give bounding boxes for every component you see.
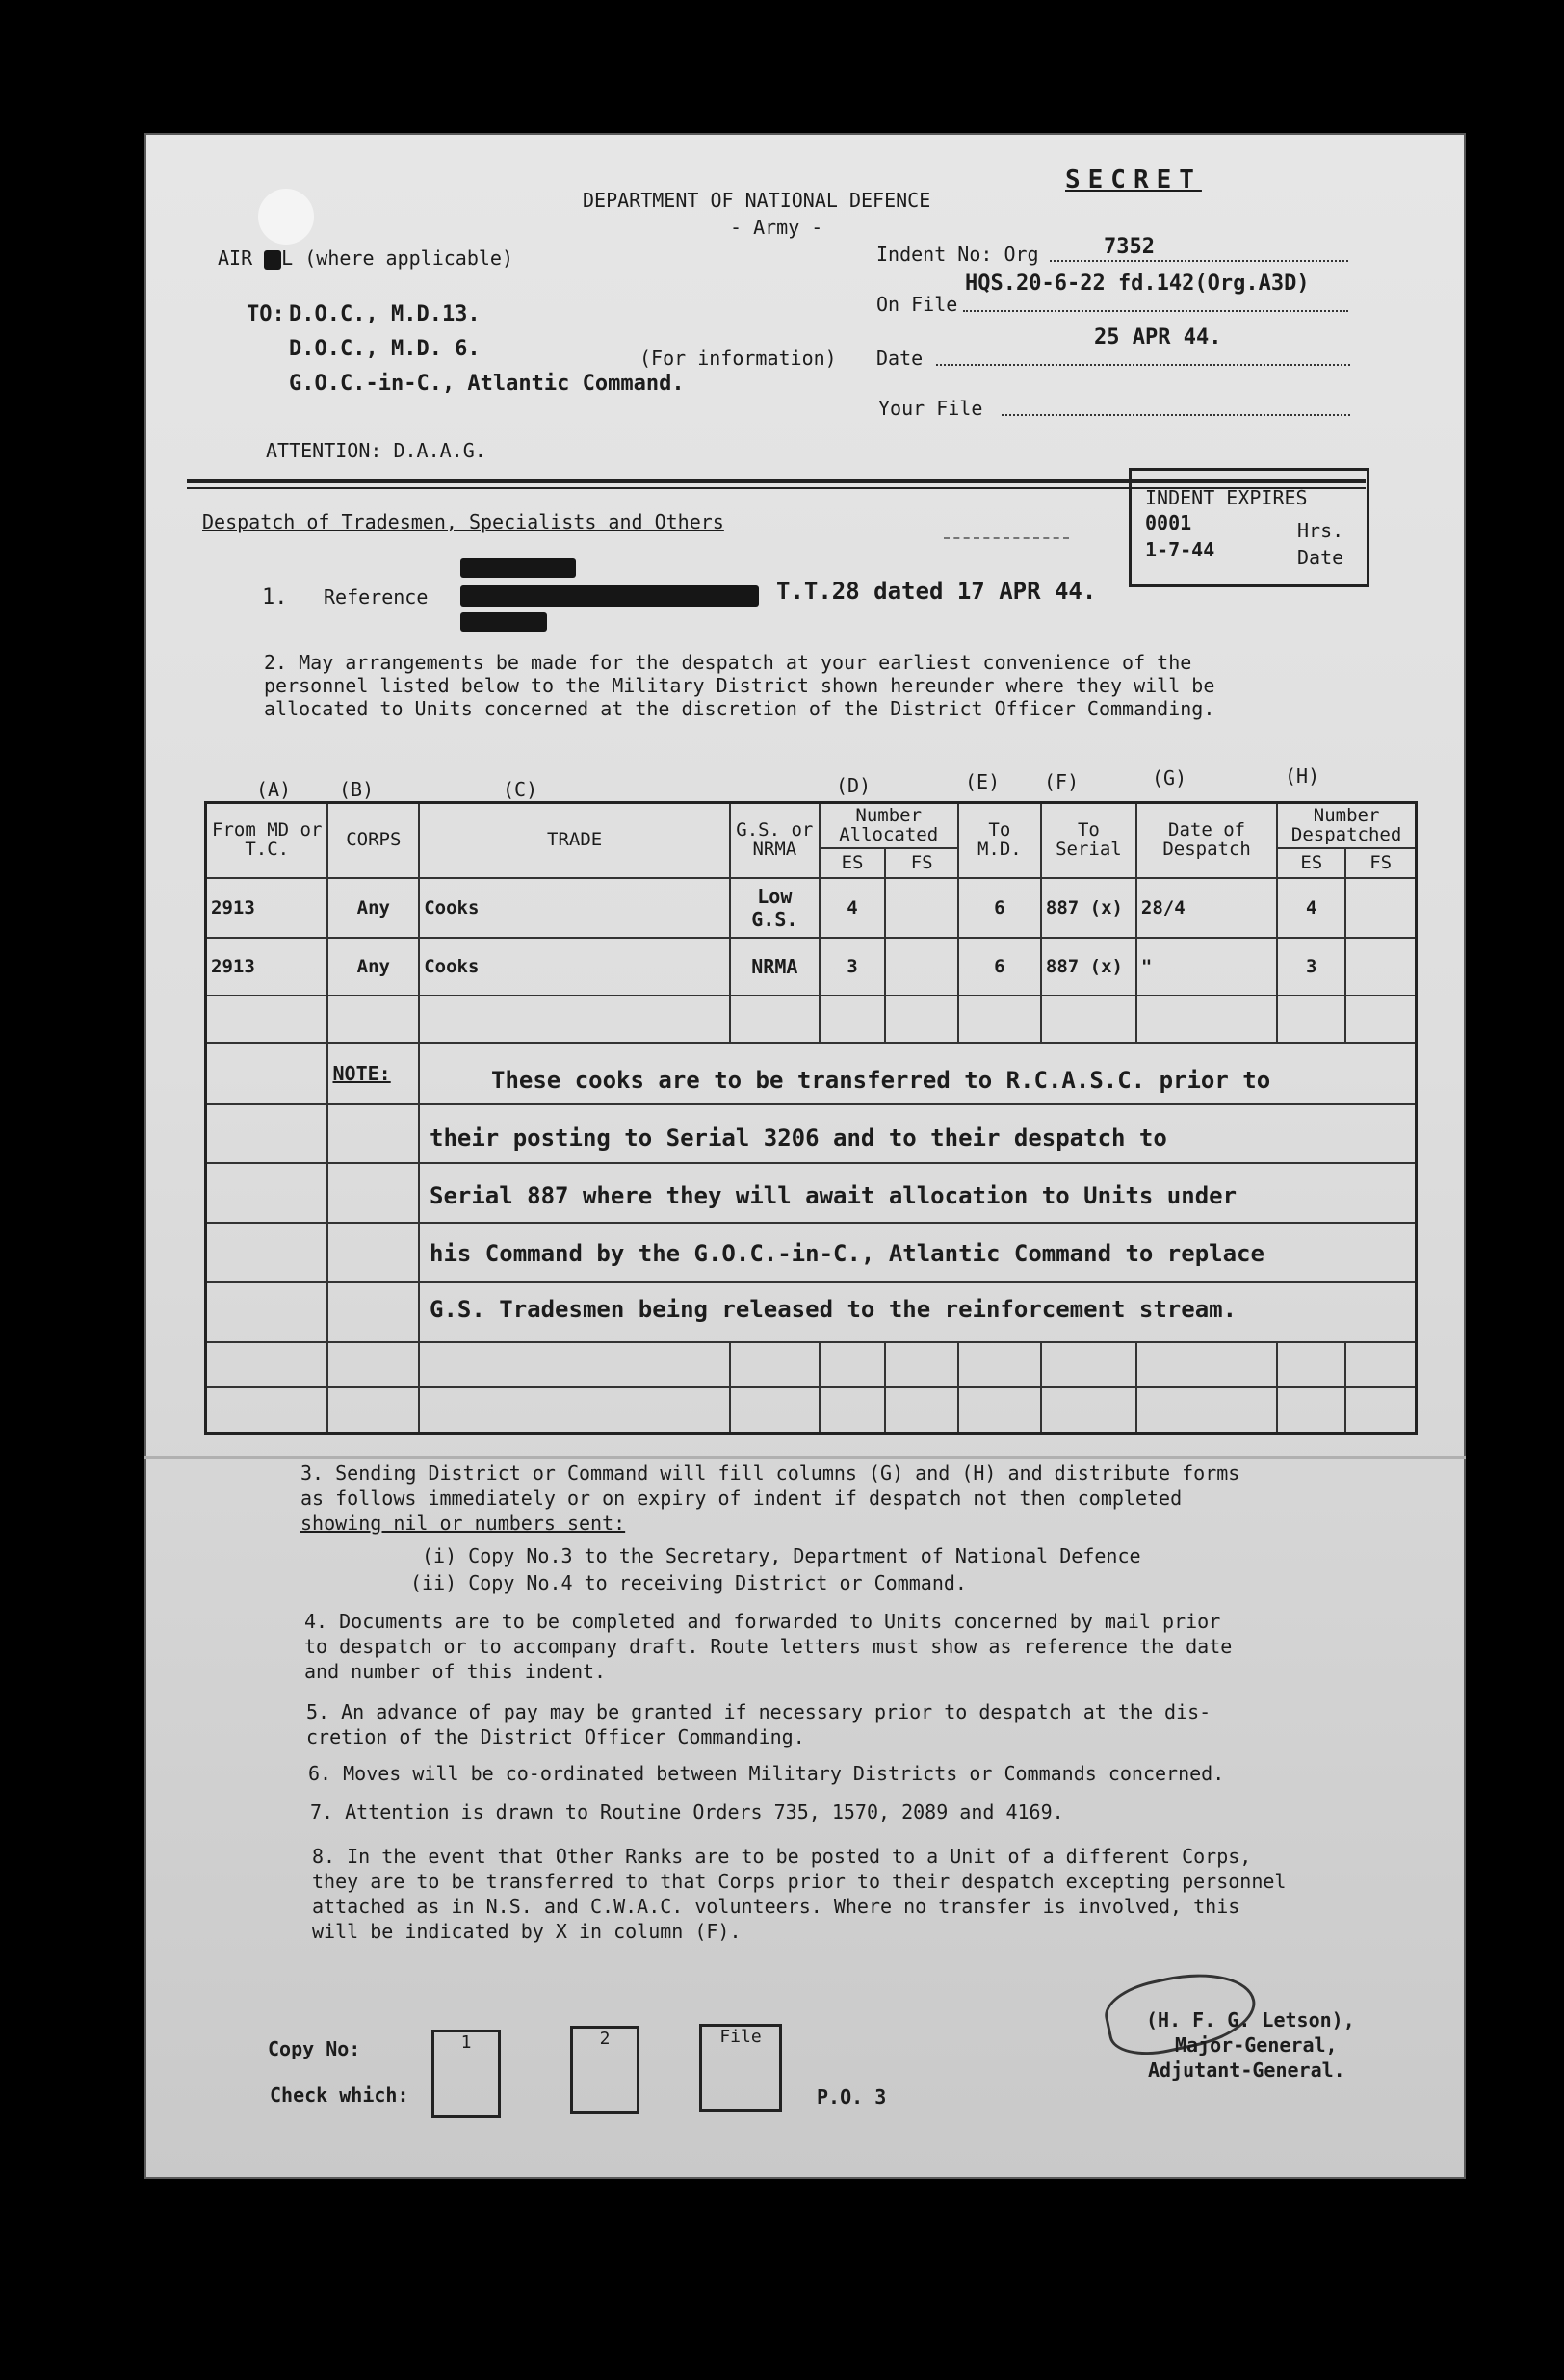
expires-date-label: Date xyxy=(1297,546,1344,569)
redaction xyxy=(460,558,576,578)
header-gs: G.S. or NRMA xyxy=(730,803,820,879)
indent-no-value: 7352 xyxy=(1104,235,1155,259)
cell-corps: Any xyxy=(327,938,419,996)
dotted-line xyxy=(1002,414,1350,416)
header-to-md: To M.D. xyxy=(958,803,1041,879)
cell-despatched-es: 3 xyxy=(1277,938,1345,996)
department-title: DEPARTMENT OF NATIONAL DEFENCE xyxy=(583,189,931,212)
para-3-line-1: 3. Sending District or Command will fill columns (G) and (H) and distribute forms xyxy=(300,1462,1240,1485)
para-8-line-3: attached as in N.S. and C.W.A.C. volunteers. Where no transfer is involved, this xyxy=(312,1895,1240,1918)
to-label: TO: xyxy=(247,302,285,326)
army-subtitle: - Army - xyxy=(730,216,823,239)
para-3-item-i: (i) Copy No.3 to the Secretary, Department of National Defence xyxy=(422,1544,1141,1567)
copy-box-1-number: 1 xyxy=(460,2032,472,2053)
cell-gs: NRMA xyxy=(730,938,820,996)
column-letter: (D) xyxy=(836,774,872,797)
copy-box-2-number: 2 xyxy=(599,2029,611,2049)
cell-trade: Cooks xyxy=(419,938,730,996)
cell-despatched-fs xyxy=(1345,878,1416,938)
dotted-line xyxy=(1050,260,1348,262)
cell-despatched-fs xyxy=(1345,938,1416,996)
cell-fs xyxy=(885,938,957,996)
header-fs: FS xyxy=(1345,848,1416,878)
table-row xyxy=(206,938,1417,996)
header-corps: CORPS xyxy=(327,803,419,879)
cell-from: 2913 xyxy=(206,878,328,938)
column-letter: (H) xyxy=(1285,764,1320,788)
note-line-5: G.S. Tradesmen being released to the reinforcement stream. xyxy=(430,1296,1238,1323)
check-which-label: Check which: xyxy=(270,2083,409,2107)
column-letter: (C) xyxy=(503,778,538,801)
cell-es: 4 xyxy=(820,878,886,938)
cell-to-serial: 887 (x) xyxy=(1041,938,1136,996)
po-number: P.O. 3 xyxy=(817,2085,887,2108)
cell-date: " xyxy=(1136,938,1277,996)
para-2-line-1: 2. May arrangements be made for the despatch at your earliest convenience of the xyxy=(264,651,1192,674)
header-despatched: Number Despatched xyxy=(1277,803,1416,849)
para-4-line-3: and number of this indent. xyxy=(304,1660,607,1683)
column-letter: (E) xyxy=(965,770,1001,793)
air-mail-label: AIR L (where applicable) xyxy=(218,246,513,270)
column-letter: (F) xyxy=(1044,770,1080,793)
to-line-2: D.O.C., M.D. 6. xyxy=(289,337,481,361)
note-line-4: his Command by the G.O.C.-in-C., Atlantic Command to replace xyxy=(430,1240,1264,1267)
cell-date: 28/4 xyxy=(1136,878,1277,938)
indent-no-label: Indent No: Org xyxy=(876,243,1039,266)
note-line-3: Serial 887 where they will await allocation to Units under xyxy=(430,1182,1238,1209)
subject-line: Despatch of Tradesmen, Specialists and Others xyxy=(202,510,724,533)
to-line-1: D.O.C., M.D.13. xyxy=(289,302,481,326)
cell-corps: Any xyxy=(327,878,419,938)
attention-line: ATTENTION: D.A.A.G. xyxy=(266,439,486,462)
cell-to-serial: 887 (x) xyxy=(1041,878,1136,938)
signatory-rank: Major-General, xyxy=(1175,2033,1338,2057)
secret-stamp: SECRET xyxy=(1065,166,1202,194)
para-3-line-3: showing nil or numbers sent: xyxy=(300,1512,626,1535)
para-2-line-3: allocated to Units concerned at the discretion of the District Officer Commanding. xyxy=(264,697,1215,720)
header-date-despatch: Date of Despatch xyxy=(1136,803,1277,879)
cell-despatched-es: 4 xyxy=(1277,878,1345,938)
to-line-3: G.O.C.-in-C., Atlantic Command. xyxy=(289,372,685,396)
note-line-1: These cooks are to be transferred to R.C.A.S.C. prior to xyxy=(491,1067,1271,1094)
copy-box-1 xyxy=(431,2030,501,2118)
header-to-serial: To Serial xyxy=(1041,803,1136,879)
column-letter: (G) xyxy=(1152,766,1187,789)
para-4-line-1: 4. Documents are to be completed and forwarded to Units concerned by mail prior xyxy=(304,1610,1221,1633)
cell-gs: Low G.S. xyxy=(730,878,820,938)
dotted-line xyxy=(936,364,1350,366)
header-es: ES xyxy=(820,848,886,878)
copy-box-2 xyxy=(570,2026,639,2114)
date-value: 25 APR 44. xyxy=(1094,325,1222,349)
para-2-line-2: personnel listed below to the Military District shown hereunder where they will be xyxy=(264,674,1215,697)
para-5-line-2: cretion of the District Officer Commanding. xyxy=(306,1725,805,1748)
arrow-mark xyxy=(944,537,1069,539)
copy-box-file xyxy=(699,2024,782,2112)
cell-es: 3 xyxy=(820,938,886,996)
on-file-value: HQS.20-6-22 fd.142(Org.A3D) xyxy=(965,272,1310,296)
header-trade: TRADE xyxy=(419,803,730,879)
para-3-item-ii: (ii) Copy No.4 to receiving District or Command. xyxy=(410,1571,967,1594)
signatory-title: Adjutant-General. xyxy=(1148,2058,1345,2082)
column-letter: (A) xyxy=(256,778,292,801)
expires-hrs-value: 0001 xyxy=(1145,511,1192,534)
date-label: Date xyxy=(876,347,924,370)
redaction xyxy=(460,585,759,607)
cell-to-md: 6 xyxy=(958,878,1041,938)
cell-fs xyxy=(885,878,957,938)
expires-date-value: 1-7-44 xyxy=(1145,538,1215,561)
header-allocated: Number Allocated xyxy=(820,803,958,849)
fold-line xyxy=(144,1456,1466,1459)
para-1-value: T.T.28 dated 17 APR 44. xyxy=(776,578,1097,605)
personnel-table xyxy=(204,801,1418,1435)
indent-expires-box xyxy=(1129,468,1369,587)
para-3-line-2: as follows immediately or on expiry of indent if despatch not then completed xyxy=(300,1487,1183,1510)
table-row xyxy=(206,878,1417,938)
header-es: ES xyxy=(1277,848,1345,878)
column-letter: (B) xyxy=(339,778,375,801)
punch-hole xyxy=(258,189,314,245)
para-8-line-4: will be indicated by X in column (F). xyxy=(312,1920,742,1943)
header-fs: FS xyxy=(885,848,957,878)
cell-from: 2913 xyxy=(206,938,328,996)
para-5-line-1: 5. An advance of pay may be granted if necessary prior to despatch at the dis- xyxy=(306,1700,1212,1723)
cell-to-md: 6 xyxy=(958,938,1041,996)
on-file-label: On File xyxy=(876,293,958,316)
dotted-line xyxy=(963,310,1348,312)
para-8-line-1: 8. In the event that Other Ranks are to be posted to a Unit of a different Corps, xyxy=(312,1845,1252,1868)
para-8-line-2: they are to be transferred to that Corps prior to their despatch excepting personnel xyxy=(312,1870,1287,1893)
cell-trade: Cooks xyxy=(419,878,730,938)
your-file-label: Your File xyxy=(878,397,983,420)
copy-no-label: Copy No: xyxy=(268,2037,361,2060)
para-1-number: 1. xyxy=(262,585,288,609)
for-information-note: (For information) xyxy=(639,347,837,370)
redaction xyxy=(460,612,547,632)
note-line-2: their posting to Serial 3206 and to their despatch to xyxy=(430,1125,1167,1151)
expires-hrs-label: Hrs. xyxy=(1297,519,1344,542)
signatory-name: (H. F. G. Letson), xyxy=(1146,2008,1355,2031)
para-6: 6. Moves will be co-ordinated between Military Districts or Commands concerned. xyxy=(308,1762,1225,1785)
para-7: 7. Attention is drawn to Routine Orders 735, 1570, 2089 and 4169. xyxy=(310,1800,1064,1824)
note-label: NOTE: xyxy=(327,1043,419,1104)
para-4-line-2: to despatch or to accompany draft. Route letters must show as reference the date xyxy=(304,1635,1233,1658)
expires-title: INDENT EXPIRES xyxy=(1145,486,1308,509)
header-from: From MD or T.C. xyxy=(206,803,328,879)
para-1-label: Reference xyxy=(324,585,429,608)
copy-box-file-label: File xyxy=(719,2027,762,2047)
